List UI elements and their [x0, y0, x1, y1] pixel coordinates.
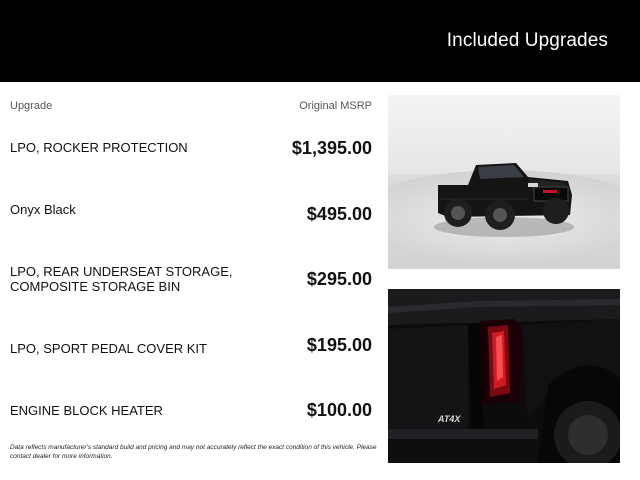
upgrade-price: $1,395.00 — [291, 138, 372, 158]
vehicle-photo — [388, 95, 620, 269]
column-header-msrp: Original MSRP — [299, 100, 372, 112]
vehicle-badge: AT4X — [438, 414, 461, 424]
upgrade-price: $495.00 — [306, 204, 372, 224]
upgrade-row — [0, 202, 372, 262]
column-header-upgrade: Upgrade — [10, 100, 53, 112]
disclaimer-text: Data reflects manufacturer's standard build and pricing and may not accurately reflect the exact condition of this vehicle. Please contact dealer for more information. — [10, 444, 377, 460]
upgrade-name: LPO, REAR UNDERSEAT STORAGE, COMPOSITE STORAGE BIN — [10, 264, 233, 294]
page-title: Included Upgrades — [446, 30, 608, 51]
upgrade-name: LPO, ROCKER PROTECTION — [10, 140, 188, 155]
upgrade-name: Onyx Black — [10, 202, 76, 217]
upgrade-price: $295.00 — [306, 269, 372, 289]
upgrade-row — [0, 335, 372, 395]
upgrade-name: ENGINE BLOCK HEATER — [10, 403, 163, 418]
upgrade-row — [0, 264, 372, 324]
header-bar — [0, 0, 640, 82]
upgrade-price: $100.00 — [306, 400, 372, 420]
vehicle-detail-photo — [388, 289, 620, 463]
upgrade-row — [0, 138, 372, 198]
upgrade-price: $195.00 — [306, 335, 372, 355]
upgrade-name: LPO, SPORT PEDAL COVER KIT — [10, 341, 207, 356]
